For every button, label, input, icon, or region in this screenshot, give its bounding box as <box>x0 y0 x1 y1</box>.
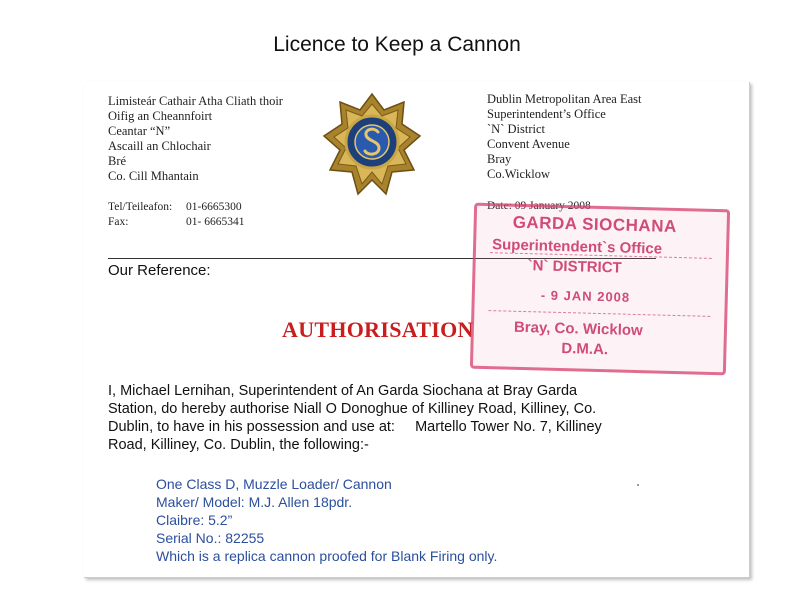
english-address-line: Dublin Metropolitan Area East <box>487 92 642 106</box>
cannon-detail-item: One Class D, Muzzle Loader/ Cannon <box>156 476 392 492</box>
fax-number: 01- 6665341 <box>186 216 245 228</box>
licence-document <box>84 82 750 578</box>
body-line: Road, Killiney, Co. Dublin, the following:- <box>108 437 369 453</box>
stamp-dashed-rule <box>488 310 710 317</box>
stamp-line: `N` DISTRICT <box>527 257 622 277</box>
fax-row <box>108 215 244 230</box>
irish-address-line: Ceantar “N” <box>108 124 171 138</box>
cannon-detail-item: Serial No.: 82255 <box>156 530 265 546</box>
irish-address-line: Co. Cill Mhantain <box>108 169 199 183</box>
fax-label: Fax: <box>108 216 129 228</box>
garda-crest-icon <box>322 92 422 202</box>
english-address-line: Convent Avenue <box>487 137 570 151</box>
irish-address-line: Limisteár Cathair Atha Cliath thoir <box>108 94 283 108</box>
cannon-detail-item: Claibre: 5.2” <box>156 512 233 528</box>
stamp-line: Bray, Co. Wicklow <box>513 318 643 340</box>
stamp-line: D.M.A. <box>561 340 609 359</box>
body-line: I, Michael Lernihan, Superintendent of An Garda Siochana at Bray Garda <box>108 383 578 399</box>
stamp-line: Superintendent`s Office <box>491 236 663 258</box>
english-address-line: Superintendent’s Office <box>487 107 606 121</box>
garda-office-stamp <box>470 203 730 376</box>
slide-title: Licence to Keep a Cannon <box>273 33 521 56</box>
stamp-line: GARDA SIOCHANA <box>512 212 678 236</box>
authorisation-body <box>108 382 668 454</box>
our-reference-label: Our Reference: <box>108 262 211 279</box>
tel-number: 01-6665300 <box>186 201 242 213</box>
authorisation-heading: AUTHORISATION <box>282 317 474 342</box>
english-address-line: Co.Wicklow <box>487 167 551 181</box>
english-address-block <box>487 92 641 182</box>
body-line: Dublin, to have in his possession and use at: Martello Tower No. 7, Killiney <box>108 419 602 435</box>
irish-address-block <box>108 94 283 184</box>
scan-speck <box>637 484 639 486</box>
irish-address-line: Bré <box>108 154 127 168</box>
english-address-line: `N` District <box>487 122 545 136</box>
tel-label: Tel/Teileafon: <box>108 201 173 213</box>
stamp-date: - 9 JAN 2008 <box>540 287 631 305</box>
irish-address-line: Oifig an Cheannfoirt <box>108 109 213 123</box>
cannon-detail-item: Which is a replica cannon proofed for Blank Firing only. <box>156 548 498 564</box>
irish-address-line: Ascaill an Chlochair <box>108 139 211 153</box>
english-address-line: Bray <box>487 152 512 166</box>
tel-row <box>108 200 244 215</box>
cannon-details-list <box>156 475 497 565</box>
cannon-detail-item: Maker/ Model: M.J. Allen 18pdr. <box>156 494 353 510</box>
contact-block <box>108 200 244 230</box>
letter-date: Date: 09 January 2008 <box>487 200 591 212</box>
body-line: Station, do hereby authorise Niall O Donoghue of Killiney Road, Killiney, Co. <box>108 401 597 417</box>
